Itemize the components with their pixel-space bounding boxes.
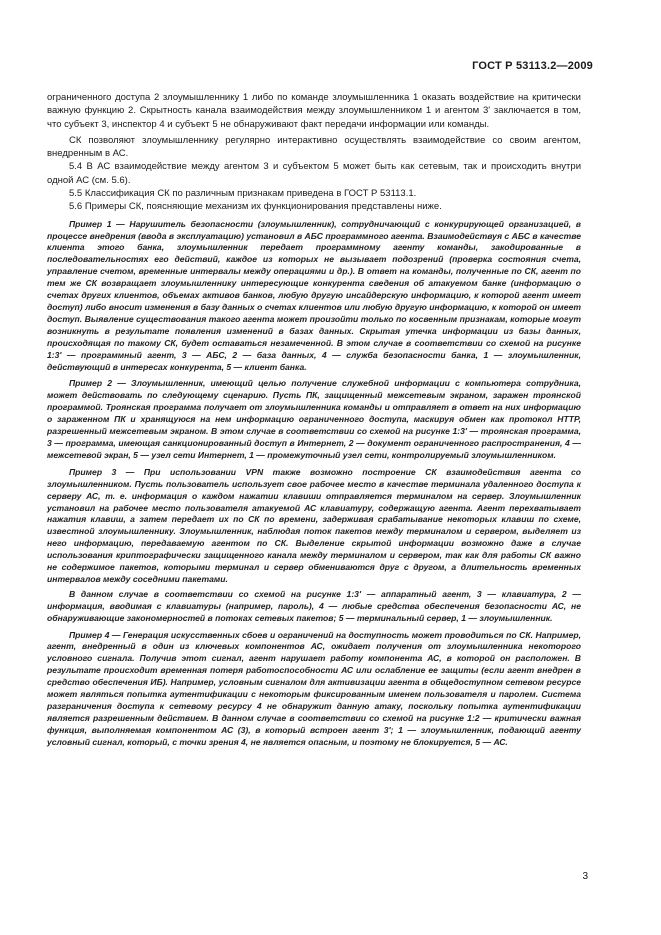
paragraph-5-5: 5.5 Классификация СК по различным признакам приведена в ГОСТ Р 53113.1.	[69, 188, 417, 200]
paragraph-5-4: 5.4 В АС взаимодействие между агентом 3 и субъектом 5 может быть как сетевым, так и происходить внутри одной АС (см. 5.6).	[47, 161, 581, 186]
example-4: Пример 4 — Генерация искусственных сбоев и ограничений на доступность может проводиться по СК. Например, агент, внедренный в один из ключевых компонентов АС, ожидает получения от злоумышленника некоторого условного сигнала. Получив этот сигнал, агент нарушает работу компонента АС, в которой он расположен. В результате происходит временная потеря работоспособности АС или ослабление ее защиты (если агент внедрен в средство обеспечения ИБ). Например, условным сигналом для активизации агента в общедоступном сетевом ресурсе может являться попытка аутентификации с некоторым фиксированным именем пользователя и паролем. Система разграничения доступа к сетевому ресурсу 4 не обнаружит данную атаку, поскольку попытка аутентификации является разрешенным действием. В данном случае в соответствии со схемой на рисунке 1:2 — критически важная функция, выполняемая компонентом АС (3), в который встроен агент 3'; 1 — злоумышленник, подающий агенту условный сигнал, который, с точки зрения 4, не является опасным, и поэтому не блокируется, 5 — АС.	[47, 629, 581, 747]
paragraph-5-6: 5.6 Примеры СК, поясняющие механизм их функционирования представлены ниже.	[69, 201, 442, 213]
paragraph-covert-channels: СК позволяют злоумышленнику регулярно интерактивно осуществлять взаимодействие со своим агентом, внедренным в АС.	[47, 134, 581, 160]
paragraph-continuation: ограниченного доступа 2 злоумышленнику 1 либо по команде злоумышленника 1 оказать воздействие на критически важную функцию 2. Скрытность канала взаимодействия между злоумышленником 1 и агентом 3' заключается в том, что субъект 3, инспектор 4 и субъект 5 не обнаруживают факт передачи информации или команды.	[47, 92, 581, 130]
example-3-scheme: В данном случае в соответствии со схемой на рисунке 1:3' — аппаратный агент, 3 — клавиатура, 2 — информация, вводимая с клавиатуры (например, пароль), 4 — любые средства обеспечения безопасности АС, не обнаруживающие закономерностей в потоках сетевых пакетов; 5 — терминальный сервер, 1 — злоумышленник.	[47, 588, 581, 623]
example-1: Пример 1 — Нарушитель безопасности (злоумышленник), сотрудничающий с конкурирующей организацией, в процессе внедрения (ввода в эксплуатацию) установил в АБС программного агента. Взаимодействуя с АБС в качестве клиента этого банка, злоумышленник передает программному агенту команды, закодированные в последовательностях его действий, каждое из которых не вызывает подозрений (проверка состояния счета, управление счетом, временные интервалы между операциями и др.). В ответ на команды, полученные по СК, агент по тем же СК возвращает злоумышленнику интересующие конкурента сведения об атакуемом банке (информацию о счетах других клиентов, объемах активов банков, любую другую инсайдерскую информацию, к которой агент имеет доступ) либо вносит изменения в базу данных о счетах клиентов или любую другую информацию, к которой он имеет доступ. Выявление существования такого агента может произойти только по косвенным признакам, которые могут возникнуть в результате появления изменений в базах данных. Скрытая утечка информации из базы данных, происходящая по такому СК, будет оставаться незамеченной. В этом случае в соответствии со схемой на рисунке 1:3' — программный агент, 3 — АБС, 2 — база данных, 4 — служба безопасности банка, 1 — злоумышленник, действующий в интересах конкурента, 5 — клиент банка.	[47, 218, 581, 372]
document-header: ГОСТ Р 53113.2—2009	[472, 60, 593, 72]
example-3: Пример 3 — При использовании VPN также возможно построение СК взаимодействия агента со злоумышленником. Пусть пользователь использует свое рабочее место в качестве терминала удаленного доступа к серверу АС, т. е. информация о каждом нажатии клавиши отправляется терминалом на сервер. Злоумышленник установил на рабочее место пользователя атакуемой АС клавиатуру, содержащую агента. Агент перехватывает нажатия клавиш, а затем передает их по СК по времени, задерживая срабатывание некоторых клавиш по схеме, известной злоумышленнику. Злоумышленник, наблюдая поток пакетов между терминалом и сервером, выделяет из него информацию, передаваемую агентом по СК. Выделение скрытой информации возможно даже в случае использования криптографически защищенного канала между терминалом и сервером, так как для работы СК важно не содержимое пакетов, которыми терминал и сервер обмениваются друг с другом, а длительность временных интервалов между соседними пакетами.	[47, 466, 581, 584]
page-number: 3	[582, 871, 588, 882]
page-body	[47, 91, 581, 749]
example-2: Пример 2 — Злоумышленник, имеющий целью получение служебной информации с компьютера сотрудника, может действовать по следующему сценарию. Пусть ПК, защищенный межсетевым экраном, заражен троянской программой. Троянская программа получает от злоумышленника команды и отправляет в ответ на них информацию о зараженном ПК и хранящуюся на нем информацию ограниченного доступа, маскируя обмен как протокол HTTP, разрешенный межсетевым экраном. В этом случае в соответствии со схемой на рисунке 1:3' — троянская программа, 3 — программа, имеющая санкционированный доступ в Интернет, 2 — документ ограниченного распространения, 4 — межсетевой экран, 5 — узел сети Интернет, 1 — промежуточный узел сети, контролируемый злоумышленником.	[47, 378, 581, 460]
